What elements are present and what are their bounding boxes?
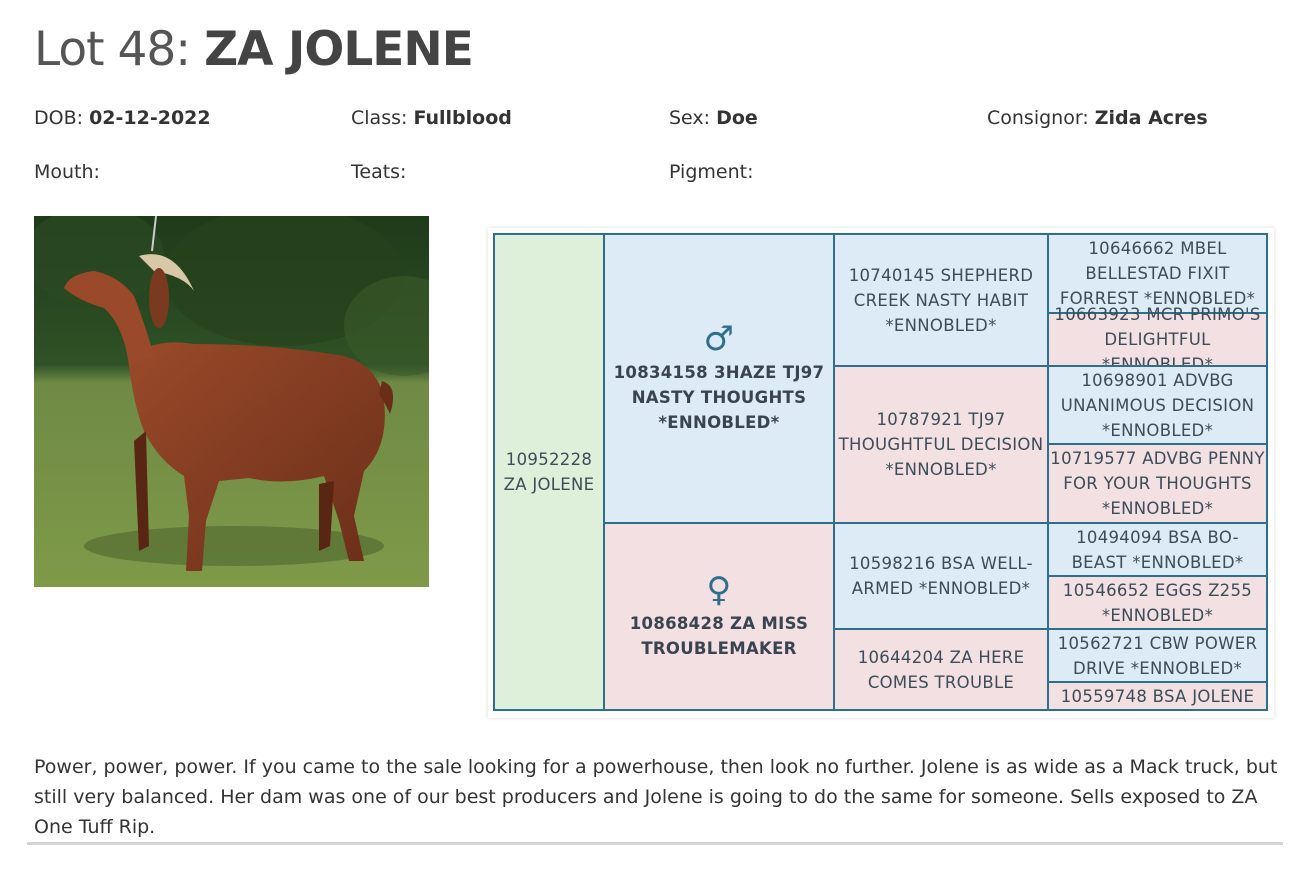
female-icon: ♀ [706, 569, 732, 610]
sex-label: Sex: [669, 107, 711, 129]
pedigree-dam-name: 10868428 ZA MISS TROUBLEMAKER [629, 613, 809, 658]
pedigree-great-3-name: 10698901 ADVBG UNANIMOUS DECISION *ENNOBLED* [1060, 370, 1255, 440]
pedigree-sire[interactable] [603, 233, 835, 524]
mouth-field [34, 161, 100, 183]
pedigree-dam-dam[interactable] [833, 628, 1049, 711]
lot-description: Power, power, power. If you came to the sale looking for a powerhouse, then look no further. Jolene is as wide as a Mack truck, but still very balanced. Her dam was one of our best producers and Jolene is going to do the same for someone. Sells exposed to ZA One Tuff Rip. [34, 756, 1278, 838]
consignor-value: Zida Acres [1094, 107, 1208, 129]
goat-photo[interactable] [34, 216, 429, 587]
pedigree-great-6[interactable] [1047, 575, 1268, 630]
pedigree-sire-dam-name: 10787921 TJ97 THOUGHTFUL DECISION *ENNOBLED* [838, 410, 1044, 479]
consignor-label: Consignor: [987, 107, 1089, 129]
pedigree-sire-sire[interactable] [833, 233, 1049, 367]
lot-name: ZA JOLENE [204, 22, 473, 77]
pigment-field [669, 161, 753, 183]
pedigree-great-8[interactable] [1047, 681, 1268, 711]
teats-field [351, 161, 406, 183]
pedigree-dam-sire-name: 10598216 BSA WELL-ARMED *ENNOBLED* [849, 554, 1033, 598]
consignor-field [987, 107, 1208, 129]
pedigree-chart [488, 228, 1274, 718]
sex-value: Doe [716, 107, 758, 129]
dob-field [34, 107, 211, 129]
pedigree-great-4-name: 10719577 ADVBG PENNY FOR YOUR THOUGHTS *ENNOBLED* [1050, 449, 1265, 518]
pedigree-sire-name: 10834158 3HAZE TJ97 NASTY THOUGHTS *ENNOBLED* [613, 363, 825, 432]
pedigree-great-2[interactable] [1047, 305, 1268, 367]
pedigree-dam-sire[interactable] [833, 522, 1049, 630]
pedigree-great-7[interactable] [1047, 628, 1268, 683]
pedigree-great-7-name: 10562721 CBW POWER DRIVE *ENNOBLED* [1057, 633, 1258, 678]
pedigree-great-4[interactable] [1047, 443, 1268, 524]
pedigree-great-2-name: 10663923 MCR PRIMO'S DELIGHTFUL [1054, 305, 1261, 349]
pedigree-great-1-name: 10646662 MBEL BELLESTAD FIXIT FORREST *ENNOBLED* [1059, 239, 1256, 308]
sex-field [669, 107, 758, 129]
dob-label: DOB: [34, 107, 84, 129]
pedigree-great-3[interactable] [1047, 365, 1268, 445]
divider [27, 842, 1283, 845]
pedigree-self-name: 10952228 ZA JOLENE [503, 450, 595, 494]
page-title [34, 22, 473, 77]
male-icon: ♂ [703, 319, 735, 359]
teats-label: Teats: [351, 161, 407, 183]
class-field [351, 107, 512, 129]
pedigree-great-5-name: 10494094 BSA BO-BEAST *ENNOBLED* [1071, 527, 1244, 572]
pedigree-great-6-name: 10546652 EGGS Z255 *ENNOBLED* [1062, 580, 1253, 625]
mouth-label: Mouth: [34, 161, 100, 183]
pedigree-great-8-name: 10559748 BSA JOLENE [1060, 686, 1255, 706]
class-label: Class: [351, 107, 408, 129]
class-value: Fullblood [413, 107, 512, 129]
pigment-label: Pigment: [669, 161, 754, 183]
pedigree-dam[interactable] [603, 522, 835, 711]
pedigree-great-5[interactable] [1047, 522, 1268, 577]
pedigree-grid [493, 233, 1268, 711]
pedigree-sire-sire-name: 10740145 SHEPHERD CREEK NASTY HABIT *ENNOBLED* [848, 265, 1034, 335]
pedigree-self[interactable] [493, 233, 605, 711]
lot-prefix: Lot 48: [34, 22, 191, 77]
dob-value: 02-12-2022 [89, 107, 211, 129]
pedigree-dam-dam-name: 10644204 ZA HERE COMES TROUBLE [857, 647, 1025, 692]
pedigree-sire-dam[interactable] [833, 365, 1049, 524]
